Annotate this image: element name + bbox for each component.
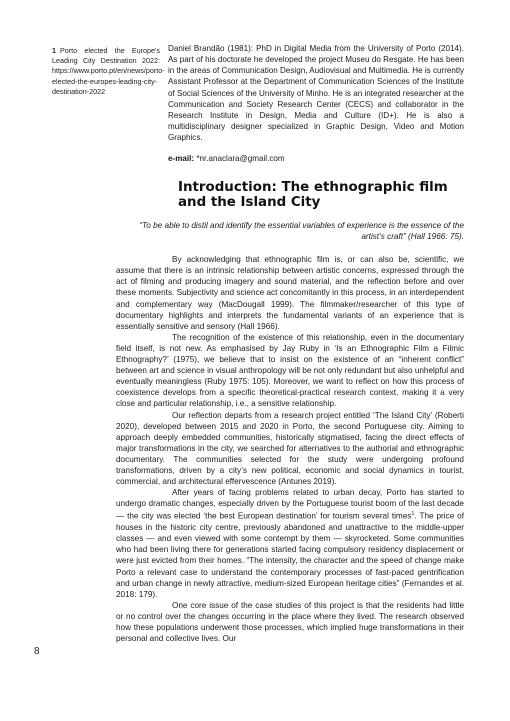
paragraph-text-continued: . The price of houses in the historic city centre, previously abandoned and unattractive to the middle-upper classes — and even viewed with some contempt by them — skyrocketed. Some communities who had been living there for generations started facing compulsory residency displacement or were just evicted from their homes. “The intensity, the character and the speed of change make Porto a relevant case to understand the contemporary processes of fast-paced gentrification and urban change in newly attractive, medium-sized European heritage cities” (Fernandes et al. 2018: 179). bbox=[116, 512, 464, 599]
main-text-column bbox=[116, 181, 464, 644]
email-line bbox=[168, 153, 464, 164]
page-number: 8 bbox=[34, 646, 40, 657]
body-paragraph: The recognition of the existence of this relationship, even in the documentary field itself, is not new. As emphasised by Jay Ruby in ‘Is an Ethnographic Film a Filmic Ethnography?’ (1975), we believe that to insist on the existence of an “inherent conflict” between art and science in visual anthropology will be not only redundant but also unhelpful and eventually meaningless (Ruby 1975: 105). Moreover, we want to reflect on how this process of coexistence develops from a specific theoretical-practical research context, making it a very close and particular relationship, i.e., a sensitive relationship. bbox=[116, 332, 464, 409]
body-paragraph: One core issue of the case studies of this project is that the residents had little or no control over the changes occurring in the place where they lived. The research observed how these populations underwent those processes, which implied huge transformations in their personal and collective lives. Our bbox=[116, 600, 464, 644]
footnote-number: 1 bbox=[52, 46, 56, 55]
epigraph-quote: “To be able to distil and identify the essential variables of experience is the essence of the artist’s craft” (Hall 1966: 75). bbox=[139, 221, 464, 242]
email-address[interactable]: *nr.anaclara@gmail.com bbox=[196, 154, 285, 164]
body-paragraph: By acknowledging that ethnographic film is, or can also be, scientific, we assume that there is an intrinsic relationship between artistic concerns, expressed through the act of filming and producing imagery and sound material, and the reflection before and over these moments. Subjectivity and science act concomitantly in this process, in an interdependent and complementary way (MacDougall 1999). The filmmaker/researcher of this type of documentary highlights and interprets the fundamental variants of an experience that is essentially sensitive and sensory (Hall 1966). bbox=[116, 255, 464, 331]
body-paragraph: Our reflection departs from a research project entitled ‘The Island City’ (Roberti 2020), developed between 2015 and 2020 in Porto, the second Portuguese city. Aiming to approach deeply embedded communities, historically stigmatised, facing the direct effects of major transformations in the city, we searched for alternatives to the authorial and ethnographic documentary. The communities selected for the study were undergoing profound transformations, driven by a city’s new political, economic and social dynamics in tourist, commercial, and architectural effervescence (Antunes 2019). bbox=[116, 410, 464, 487]
section-heading: Introduction: The ethnographic film and the Island City bbox=[178, 180, 448, 210]
footnote-text: Porto elected the Europe's Leading City Destination 2022: https://www.porto.pt/en/news/porto-elected-the-europes-leading-city-destination-2022 bbox=[52, 46, 165, 96]
footnote-reference[interactable]: 1 bbox=[411, 511, 415, 518]
author-bio-block bbox=[168, 43, 464, 165]
paragraph-text: After years of facing problems related to urban decay, Porto has started to undergo dramatic changes, especially driven by the Portuguese tourist boom of the last decade — the city was elected ‘the best European destination’ for tourism several times bbox=[116, 488, 464, 522]
body-paragraph bbox=[116, 487, 464, 600]
footnote bbox=[52, 46, 165, 97]
author-bio: Daniel Brandão (1981): PhD in Digital Media from the University of Porto (2014). As part of his doctorate he developed the project Museu do Resgate. He has been in the areas of Communication Design, Audiovisual and Multimedia. He is currently Assistant Professor at the Department of Communication Sciences of the Institute of Social Sciences of the University of Minho. He is an integrated researcher at the Communication and Society Research Center (CECS) and collaborator in the Research Institute in Design, Media and Culture (ID+). He is also a multidisciplinary designer specialized in Graphic Design, Video and Motion Graphics. bbox=[168, 44, 465, 143]
email-label: e-mail: bbox=[168, 154, 195, 164]
